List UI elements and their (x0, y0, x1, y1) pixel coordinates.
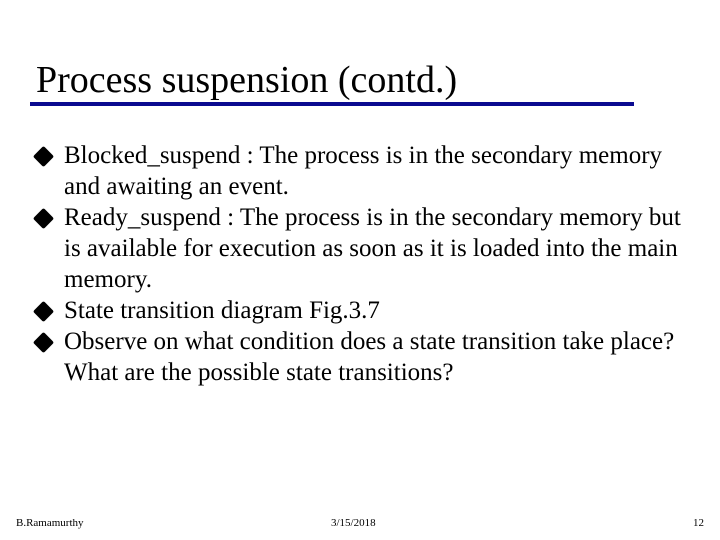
bullet-item (36, 295, 686, 326)
bullet-list (36, 140, 686, 388)
footer-date: 3/15/2018 (331, 517, 376, 529)
diamond-bullet-icon (33, 301, 54, 322)
slide-title: Process suspension (contd.) (36, 59, 458, 101)
title-underline (30, 102, 634, 106)
footer-page-number: 12 (693, 517, 704, 529)
diamond-bullet-icon (33, 146, 54, 167)
bullet-text: Ready_suspend : The process is in the secondary memory but is available for execution as soon as it is loaded into the main memory. (64, 204, 681, 293)
footer-author: B.Ramamurthy (16, 517, 84, 529)
bullet-text: Observe on what condition does a state transition take place? What are the possible state transitions? (64, 328, 675, 386)
diamond-bullet-icon (33, 332, 54, 353)
bullet-item (36, 326, 686, 388)
diamond-bullet-icon (33, 208, 54, 229)
bullet-item (36, 202, 686, 295)
bullet-text: Blocked_suspend : The process is in the secondary memory and awaiting an event. (64, 142, 663, 200)
bullet-text: State transition diagram Fig.3.7 (64, 297, 380, 324)
bullet-item (36, 140, 686, 202)
